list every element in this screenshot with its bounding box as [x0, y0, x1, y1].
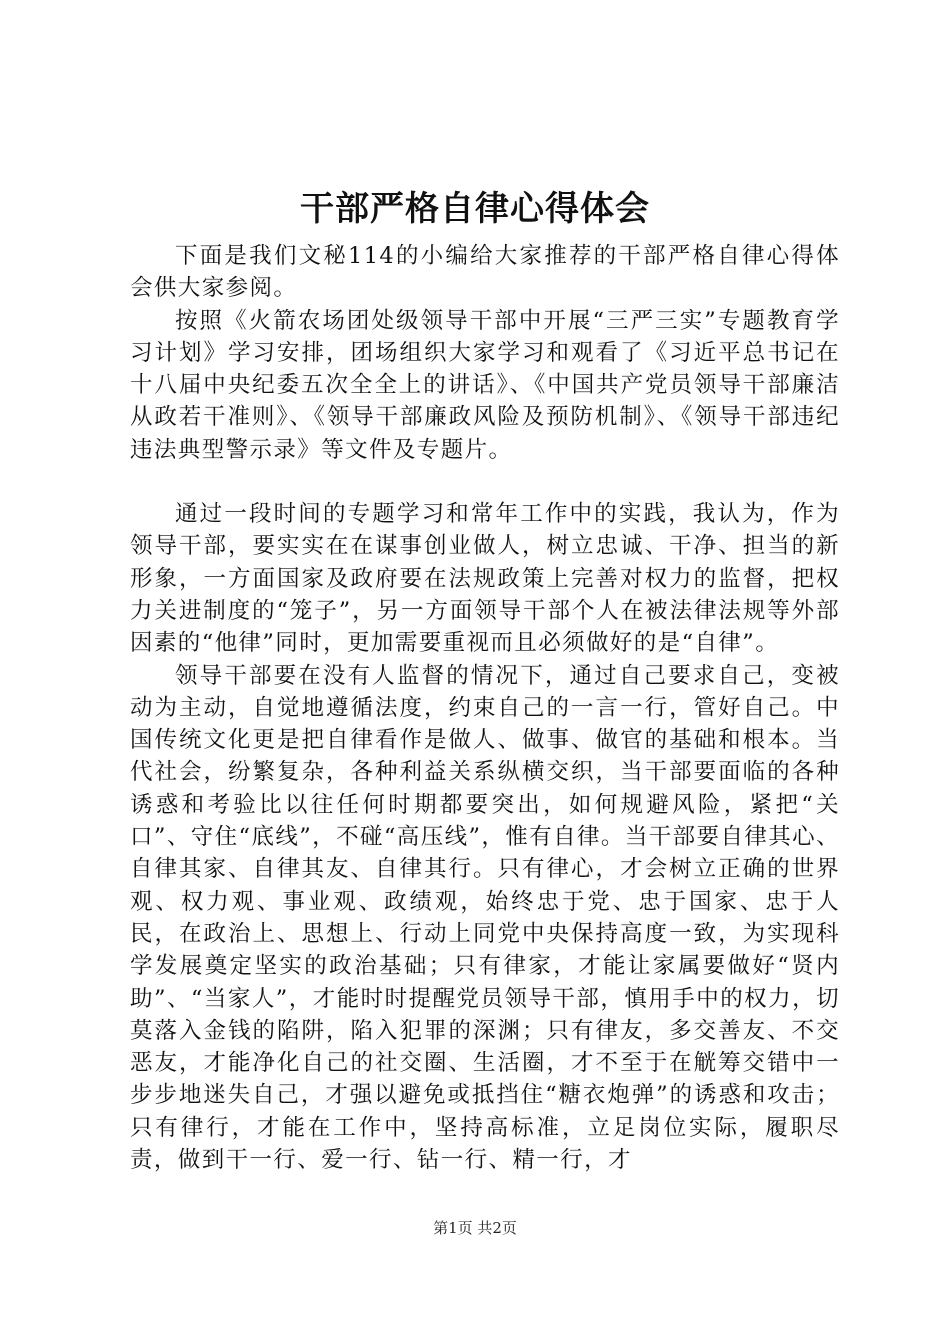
paragraph-discipline-detail: 领导干部要在没有人监督的情况下，通过自己要求自己，变被动为主动，自觉地遵循法度，约束自己的一言一行，管好自己。中国传统文化更是把自律看作是做人、做事、做官的基础和根本。当代社会，纷繁复杂，各种利益关系纵横交织，当干部要面临的各种诱惑和考验比以往任何时期都要突出，如何规避风险，紧把“关口”、守住“底线”，不碰“高压线”，惟有自律。当干部要自律其心、自律其家、自律其友、自律其行。只有律心，才会树立正确的世界观、权力观、事业观、政绩观，始终忠于党、忠于国家、忠于人民，在政治上、思想上、行动上同党中央保持高度一致，为实现科学发展奠定坚实的政治基础；只有律家，才能让家属要做好“贤内助”、“当家人”，才能时时提醒党员领导干部，慎用手中的权力，切莫落入金钱的陷阱，陷入犯罪的深渊；只有律友，多交善友、不交恶友，才能净化自己的社交圈、生活圈，才不至于在觥筹交错中一步步地迷失自己，才强以避免或抵挡住“糖衣炮弹”的诱惑和攻击；只有律行，才能在工作中，坚持高标准，立足岗位实际，履职尽责，做到干一行、爱一行、钻一行、精一行，才	[130, 662, 840, 1174]
page-number-label: 第1页 共2页	[433, 1219, 517, 1237]
paragraph-self-discipline: 通过一段时间的专题学习和常年工作中的实践，我认为，作为领导干部，要实实在在谋事创业做人，树立忠诚、干净、担当的新形象，一方面国家及政府要在法规政策上完善对权力的监督，把权力关进制度的“笼子”，另一方面领导干部个人在被法律法规等外部因素的“他律”同时，更加需要重视而且必须做好的是“自律”。	[130, 501, 840, 657]
paragraph-intro: 下面是我们文秘114的小编给大家推荐的干部严格自律心得体会供大家参阅。	[130, 243, 840, 302]
paragraph-study-arrangement: 按照《火箭农场团处级领导干部中开展“三严三实”专题教育学习计划》学习安排，团场组织大家学习和观看了《习近平总书记在十八届中央纪委五次全全上的讲话》、《中国共产党员领导干部廉洁从政若干准则》、《领导干部廉政风险及预防机制》、《领导干部违纪违法典型警示录》等文件及专题片。	[130, 307, 840, 463]
page-footer	[0, 1218, 950, 1238]
document-body	[130, 240, 840, 1176]
document-title: 干部严格自律心得体会	[300, 189, 650, 229]
